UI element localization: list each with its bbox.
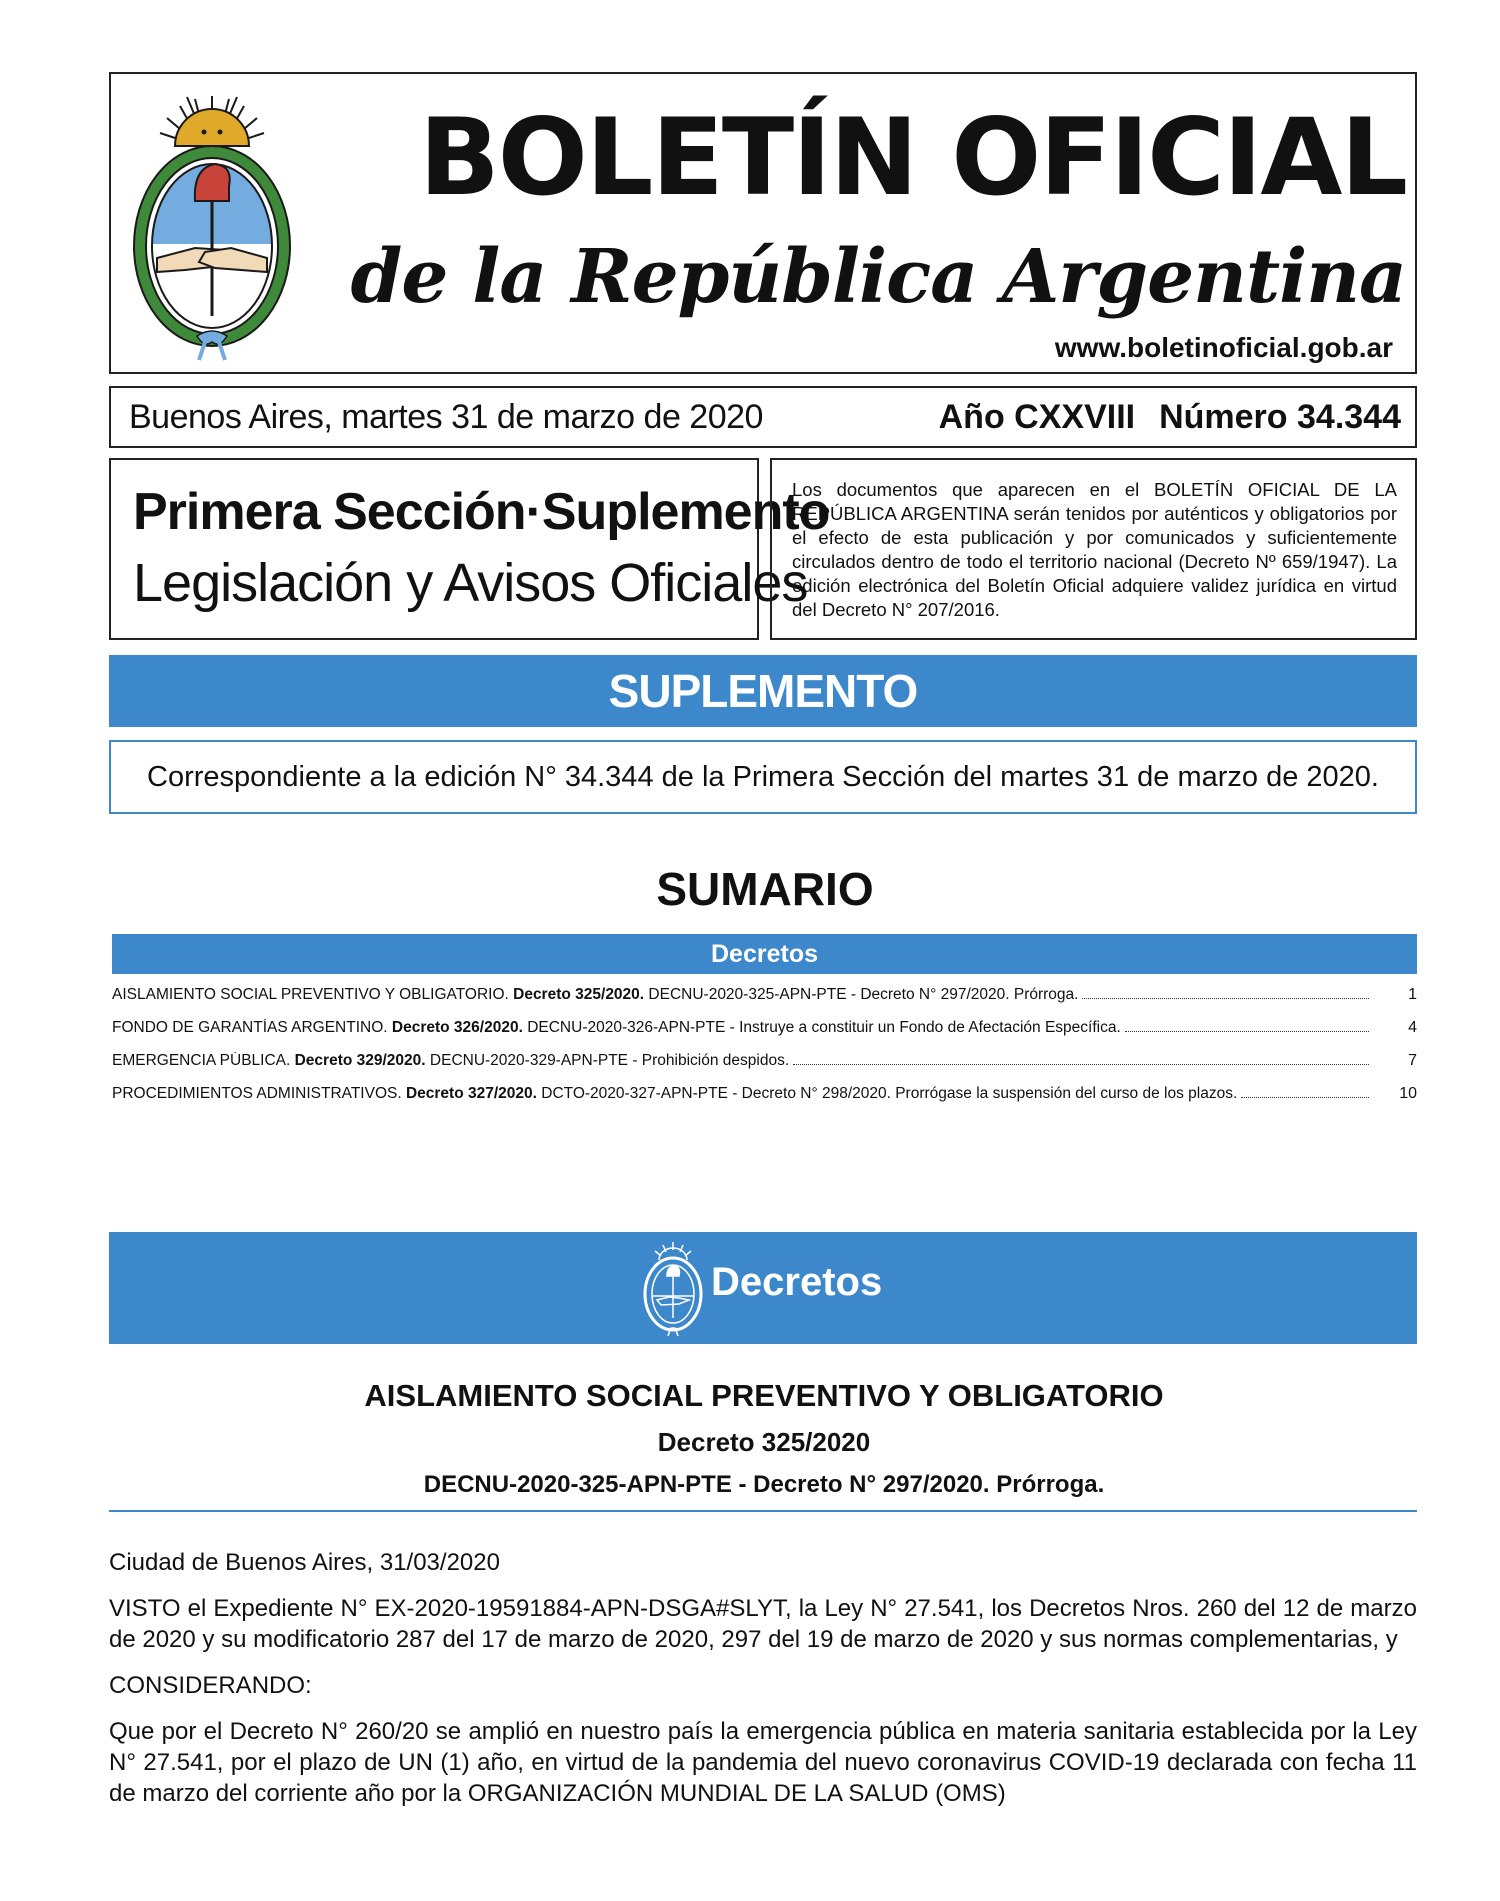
sumario-category-bar	[112, 934, 1417, 974]
sumario-item[interactable]	[112, 1052, 1417, 1085]
article-divider	[109, 1510, 1417, 1512]
sumario-title: SUMARIO	[656, 863, 874, 915]
leader-dots	[793, 1054, 1369, 1065]
sumario-item-detail: DECNU-2020-325-APN-PTE - Decreto N° 297/2020. Prórroga.	[648, 986, 1079, 1003]
sumario-category-label: Decretos	[711, 940, 818, 968]
sumario-item-page: 10	[1399, 1085, 1417, 1102]
sumario-item-desc	[112, 1019, 1121, 1037]
sumario-item-decree: Decreto 326/2020.	[391, 1019, 523, 1036]
section-box	[109, 458, 830, 640]
article-decree: Decreto 325/2020	[657, 1427, 871, 1457]
article-dateline: Ciudad de Buenos Aires, 31/03/2020	[109, 1549, 500, 1576]
leader-dots	[1241, 1087, 1369, 1098]
legal-notice-text: Los documentos que aparecen en el BOLETÍN OFICIAL DE LA REPÚBLICA ARGENTINA serán tenidos por auténticos y obligatorios por el efecto de esta publicación y por comunicados y suficientemente circulados dentro de todo el territorio nacional (Decreto Nº 659/1947). La edición electrónica del Boletín Oficial adquiere validez jurídica en virtud del Decreto N° 207/2016.	[792, 479, 1397, 620]
masthead-title: BOLETÍN OFICIAL	[419, 96, 1406, 219]
leader-dots	[1082, 988, 1369, 999]
masthead	[109, 72, 1417, 374]
issue-number: Número 34.344	[1159, 398, 1401, 436]
suplemento-label: SUPLEMENTO	[608, 665, 918, 717]
section-title: Primera Sección·Suplemento	[133, 483, 830, 541]
sumario-item-topic: EMERGENCIA PÚBLICA.	[112, 1052, 291, 1069]
issue-info	[915, 398, 1401, 437]
masthead-subtitle: de la República Argentina	[350, 234, 1406, 320]
date-bar	[109, 386, 1417, 448]
article-title: AISLAMIENTO SOCIAL PREVENTIVO Y OBLIGATORIO	[364, 1378, 1164, 1413]
decretos-section-banner	[109, 1232, 1417, 1344]
sumario-item[interactable]	[112, 986, 1417, 1019]
correspondiente-box	[109, 740, 1417, 814]
sumario-item-desc	[112, 986, 1078, 1004]
issue-year: Año CXXVIII	[938, 398, 1136, 436]
escudo-outline-icon	[639, 1238, 707, 1338]
sumario-item-desc	[112, 1052, 789, 1070]
masthead-url-link[interactable]: www.boletinoficial.gob.ar	[1054, 332, 1393, 363]
sumario-item-decree: Decreto 327/2020.	[405, 1085, 537, 1102]
article-paragraph: Que por el Decreto N° 260/20 se amplió en nuestro país la emergencia pública en materia sanitaria establecida por la Ley N° 27.541, por el plazo de UN (1) año, en virtud de la pandemia del nuevo coronavirus COVID-19 declarada con fecha 11 de marzo del corriente año por la ORGANIZACIÓN MUNDIAL DE LA SALUD (OMS)	[109, 1718, 1417, 1807]
legal-notice-box	[770, 458, 1417, 640]
sumario-item-page: 1	[1408, 986, 1417, 1003]
sumario-item-topic: PROCEDIMIENTOS ADMINISTRATIVOS.	[112, 1085, 402, 1102]
sumario-item[interactable]	[112, 1019, 1417, 1052]
article-paragraph: CONSIDERANDO:	[109, 1672, 312, 1699]
sumario-item-desc	[112, 1085, 1237, 1103]
decretos-section-title: Decretos	[711, 1260, 883, 1304]
sumario-item-topic: AISLAMIENTO SOCIAL PREVENTIVO Y OBLIGATORIO.	[112, 986, 509, 1003]
sumario-item-page: 4	[1408, 1019, 1417, 1036]
sumario-item-page: 7	[1408, 1052, 1417, 1069]
sumario-item[interactable]	[112, 1085, 1417, 1118]
suplemento-banner	[109, 655, 1417, 727]
coat-of-arms-icon	[125, 86, 300, 366]
sumario-item-decree: Decreto 325/2020.	[513, 986, 645, 1003]
sumario-item-detail: DECNU-2020-326-APN-PTE - Instruye a constituir un Fondo de Afectación Específica.	[527, 1019, 1121, 1036]
sumario-list	[112, 986, 1417, 1118]
publication-date: Buenos Aires, martes 31 de marzo de 2020	[129, 398, 763, 436]
sumario-item-decree: Decreto 329/2020.	[294, 1052, 426, 1069]
leader-dots	[1125, 1021, 1369, 1032]
article-paragraph: VISTO el Expediente N° EX-2020-19591884-APN-DSGA#SLYT, la Ley N° 27.541, los Decretos Nros. 260 del 12 de marzo de 2020 y su modificatorio 287 del 17 de marzo de 2020, 297 del 19 de marzo de 2020 y sus normas complementarias, y	[109, 1595, 1417, 1653]
correspondiente-text: Correspondiente a la edición N° 34.344 de la Primera Sección del martes 31 de marzo de 2020.	[147, 761, 1379, 793]
sumario-item-detail: DECNU-2020-329-APN-PTE - Prohibición despidos.	[429, 1052, 790, 1069]
article-body	[109, 1547, 1417, 1824]
sumario-item-topic: FONDO DE GARANTÍAS ARGENTINO.	[112, 1019, 388, 1036]
sumario-item-detail: DCTO-2020-327-APN-PTE - Decreto N° 298/2020. Prorrógase la suspensión del curso de los plazos.	[541, 1085, 1238, 1102]
article-subtitle: DECNU-2020-325-APN-PTE - Decreto N° 297/2020. Prórroga.	[423, 1471, 1105, 1498]
section-subtitle: Legislación y Avisos Oficiales	[133, 553, 808, 613]
